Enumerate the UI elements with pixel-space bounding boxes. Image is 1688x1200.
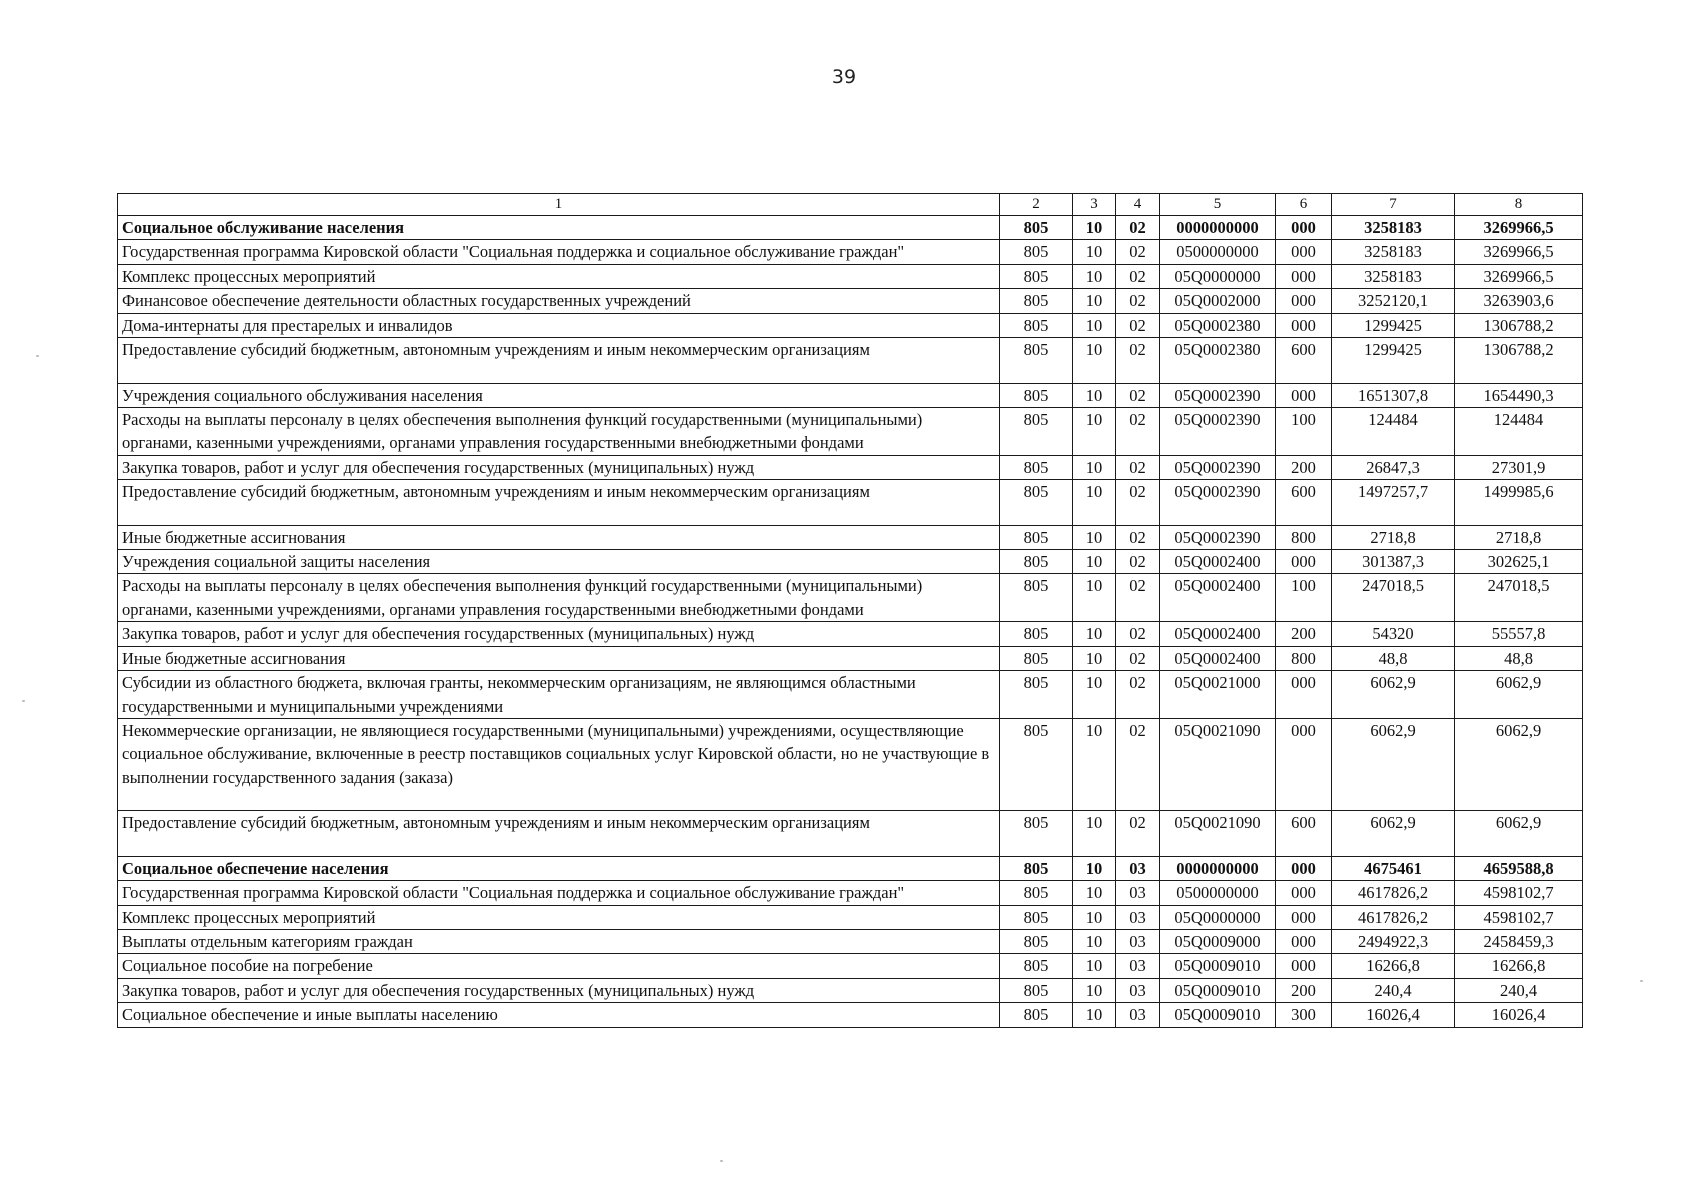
podrazdel-cell: 02 — [1116, 671, 1160, 719]
row-name-cell: Иные бюджетные ассигнования — [118, 525, 1000, 549]
target-article-cell: 0000000000 — [1160, 856, 1276, 880]
razdel-cell: 10 — [1073, 671, 1116, 719]
amount-year2-cell: 1306788,2 — [1455, 313, 1583, 337]
table-row — [118, 383, 1583, 407]
row-name-cell: Социальное обеспечение населения — [118, 856, 1000, 880]
row-name-cell: Учреждения социального обслуживания населения — [118, 383, 1000, 407]
table-row — [118, 646, 1583, 670]
table-row — [118, 313, 1583, 337]
target-article-cell: 05Q0021090 — [1160, 811, 1276, 856]
razdel-cell: 10 — [1073, 881, 1116, 905]
amount-year2-cell: 16026,4 — [1455, 1003, 1583, 1027]
table-row — [118, 881, 1583, 905]
glava-cell: 805 — [1000, 264, 1073, 288]
razdel-cell: 10 — [1073, 480, 1116, 525]
glava-cell: 805 — [1000, 240, 1073, 264]
table-row — [118, 929, 1583, 953]
expense-type-cell: 100 — [1276, 407, 1332, 455]
row-name-cell: Расходы на выплаты персоналу в целях обеспечения выполнения функций государственными (муниципальными) органами, казенными учреждениями, органами управления государственными внебюджетными фондами — [118, 407, 1000, 455]
table-row — [118, 856, 1583, 880]
podrazdel-cell: 03 — [1116, 1003, 1160, 1027]
target-article-cell: 05Q0002390 — [1160, 455, 1276, 479]
amount-year2-cell: 27301,9 — [1455, 455, 1583, 479]
amount-year1-cell: 16026,4 — [1332, 1003, 1455, 1027]
glava-cell: 805 — [1000, 622, 1073, 646]
target-article-cell: 05Q0009010 — [1160, 978, 1276, 1002]
razdel-cell: 10 — [1073, 954, 1116, 978]
row-name-cell: Предоставление субсидий бюджетным, автономным учреждениям и иным некоммерческим организациям — [118, 480, 1000, 525]
expense-type-cell: 000 — [1276, 929, 1332, 953]
razdel-cell: 10 — [1073, 264, 1116, 288]
table-row — [118, 216, 1583, 240]
glava-cell: 805 — [1000, 550, 1073, 574]
amount-year1-cell: 1497257,7 — [1332, 480, 1455, 525]
amount-year2-cell: 6062,9 — [1455, 719, 1583, 811]
amount-year1-cell: 240,4 — [1332, 978, 1455, 1002]
target-article-cell: 05Q0000000 — [1160, 264, 1276, 288]
amount-year1-cell: 4675461 — [1332, 856, 1455, 880]
table-row — [118, 264, 1583, 288]
glava-cell: 805 — [1000, 719, 1073, 811]
glava-cell: 805 — [1000, 954, 1073, 978]
podrazdel-cell: 02 — [1116, 525, 1160, 549]
target-article-cell: 0500000000 — [1160, 881, 1276, 905]
expense-type-cell: 000 — [1276, 383, 1332, 407]
podrazdel-cell: 03 — [1116, 856, 1160, 880]
glava-cell: 805 — [1000, 338, 1073, 383]
scan-speck — [36, 355, 39, 357]
row-name-cell: Иные бюджетные ассигнования — [118, 646, 1000, 670]
amount-year1-cell: 1299425 — [1332, 338, 1455, 383]
table-row — [118, 622, 1583, 646]
amount-year2-cell: 247018,5 — [1455, 574, 1583, 622]
target-article-cell: 05Q0002380 — [1160, 313, 1276, 337]
expense-type-cell: 000 — [1276, 954, 1332, 978]
header-cell: 4 — [1116, 194, 1160, 216]
razdel-cell: 10 — [1073, 929, 1116, 953]
podrazdel-cell: 02 — [1116, 574, 1160, 622]
expense-type-cell: 300 — [1276, 1003, 1332, 1027]
podrazdel-cell: 02 — [1116, 289, 1160, 313]
table-row — [118, 811, 1583, 856]
table-row — [118, 905, 1583, 929]
row-name-cell: Некоммерческие организации, не являющиеся государственными (муниципальными) учреждениями, осуществляющие социальное обслуживание, включенные в реестр поставщиков социальных услуг Кировской области, но не участвующие в выполнении государственного задания (заказа) — [118, 719, 1000, 811]
razdel-cell: 10 — [1073, 455, 1116, 479]
amount-year1-cell: 247018,5 — [1332, 574, 1455, 622]
expense-type-cell: 800 — [1276, 525, 1332, 549]
expense-type-cell: 200 — [1276, 978, 1332, 1002]
row-name-cell: Финансовое обеспечение деятельности областных государственных учреждений — [118, 289, 1000, 313]
header-cell: 1 — [118, 194, 1000, 216]
expense-type-cell: 000 — [1276, 719, 1332, 811]
glava-cell: 805 — [1000, 525, 1073, 549]
razdel-cell: 10 — [1073, 216, 1116, 240]
row-name-cell: Социальное обеспечение и иные выплаты населению — [118, 1003, 1000, 1027]
table-row — [118, 550, 1583, 574]
table-row — [118, 671, 1583, 719]
header-cell: 8 — [1455, 194, 1583, 216]
target-article-cell: 05Q0002400 — [1160, 646, 1276, 670]
expense-type-cell: 000 — [1276, 905, 1332, 929]
razdel-cell: 10 — [1073, 978, 1116, 1002]
amount-year1-cell: 16266,8 — [1332, 954, 1455, 978]
amount-year1-cell: 4617826,2 — [1332, 905, 1455, 929]
glava-cell: 805 — [1000, 1003, 1073, 1027]
target-article-cell: 05Q0002390 — [1160, 383, 1276, 407]
header-cell: 2 — [1000, 194, 1073, 216]
table-row — [118, 338, 1583, 383]
expense-type-cell: 000 — [1276, 313, 1332, 337]
amount-year2-cell: 1306788,2 — [1455, 338, 1583, 383]
podrazdel-cell: 02 — [1116, 550, 1160, 574]
podrazdel-cell: 03 — [1116, 954, 1160, 978]
amount-year1-cell: 1651307,8 — [1332, 383, 1455, 407]
glava-cell: 805 — [1000, 929, 1073, 953]
amount-year1-cell: 6062,9 — [1332, 811, 1455, 856]
expense-type-cell: 000 — [1276, 240, 1332, 264]
podrazdel-cell: 02 — [1116, 338, 1160, 383]
amount-year2-cell: 2458459,3 — [1455, 929, 1583, 953]
table-row — [118, 525, 1583, 549]
amount-year1-cell: 3258183 — [1332, 216, 1455, 240]
expense-type-cell: 000 — [1276, 881, 1332, 905]
razdel-cell: 10 — [1073, 811, 1116, 856]
scan-speck — [1640, 980, 1643, 982]
budget-table — [117, 193, 1583, 1028]
razdel-cell: 10 — [1073, 338, 1116, 383]
table-row — [118, 719, 1583, 811]
target-article-cell: 05Q0002390 — [1160, 480, 1276, 525]
expense-type-cell: 100 — [1276, 574, 1332, 622]
target-article-cell: 05Q0009000 — [1160, 929, 1276, 953]
row-name-cell: Комплекс процессных мероприятий — [118, 264, 1000, 288]
amount-year2-cell: 302625,1 — [1455, 550, 1583, 574]
amount-year2-cell: 6062,9 — [1455, 671, 1583, 719]
amount-year2-cell: 4598102,7 — [1455, 881, 1583, 905]
razdel-cell: 10 — [1073, 407, 1116, 455]
razdel-cell: 10 — [1073, 313, 1116, 337]
amount-year1-cell: 301387,3 — [1332, 550, 1455, 574]
glava-cell: 805 — [1000, 480, 1073, 525]
podrazdel-cell: 02 — [1116, 811, 1160, 856]
razdel-cell: 10 — [1073, 1003, 1116, 1027]
expense-type-cell: 000 — [1276, 264, 1332, 288]
glava-cell: 805 — [1000, 646, 1073, 670]
podrazdel-cell: 03 — [1116, 905, 1160, 929]
row-name-cell: Закупка товаров, работ и услуг для обеспечения государственных (муниципальных) нужд — [118, 622, 1000, 646]
amount-year1-cell: 4617826,2 — [1332, 881, 1455, 905]
amount-year1-cell: 6062,9 — [1332, 671, 1455, 719]
amount-year2-cell: 3269966,5 — [1455, 240, 1583, 264]
podrazdel-cell: 02 — [1116, 719, 1160, 811]
header-cell: 3 — [1073, 194, 1116, 216]
table-row — [118, 407, 1583, 455]
scan-speck — [22, 700, 25, 702]
amount-year2-cell: 240,4 — [1455, 978, 1583, 1002]
podrazdel-cell: 02 — [1116, 407, 1160, 455]
header-row — [118, 194, 1583, 216]
target-article-cell: 05Q0002390 — [1160, 407, 1276, 455]
target-article-cell: 05Q0021000 — [1160, 671, 1276, 719]
table-body — [118, 216, 1583, 1028]
amount-year2-cell: 124484 — [1455, 407, 1583, 455]
expense-type-cell: 800 — [1276, 646, 1332, 670]
expense-type-cell: 600 — [1276, 338, 1332, 383]
table-row — [118, 954, 1583, 978]
row-name-cell: Закупка товаров, работ и услуг для обеспечения государственных (муниципальных) нужд — [118, 455, 1000, 479]
expense-type-cell: 000 — [1276, 671, 1332, 719]
row-name-cell: Социальное пособие на погребение — [118, 954, 1000, 978]
glava-cell: 805 — [1000, 881, 1073, 905]
expense-type-cell: 200 — [1276, 455, 1332, 479]
table-row — [118, 480, 1583, 525]
razdel-cell: 10 — [1073, 550, 1116, 574]
header-cell: 5 — [1160, 194, 1276, 216]
amount-year1-cell: 54320 — [1332, 622, 1455, 646]
razdel-cell: 10 — [1073, 574, 1116, 622]
scan-speck — [720, 1160, 723, 1162]
row-name-cell: Государственная программа Кировской области "Социальная поддержка и социальное обслуживание граждан" — [118, 881, 1000, 905]
target-article-cell: 05Q0002400 — [1160, 574, 1276, 622]
row-name-cell: Государственная программа Кировской области "Социальная поддержка и социальное обслуживание граждан" — [118, 240, 1000, 264]
glava-cell: 805 — [1000, 856, 1073, 880]
amount-year2-cell: 3269966,5 — [1455, 216, 1583, 240]
row-name-cell: Дома-интернаты для престарелых и инвалидов — [118, 313, 1000, 337]
table-row — [118, 455, 1583, 479]
podrazdel-cell: 02 — [1116, 646, 1160, 670]
podrazdel-cell: 03 — [1116, 978, 1160, 1002]
razdel-cell: 10 — [1073, 289, 1116, 313]
row-name-cell: Субсидии из областного бюджета, включая гранты, некоммерческим организациям, не являющимся областными государственными и муниципальными учреждениями — [118, 671, 1000, 719]
expense-type-cell: 600 — [1276, 811, 1332, 856]
podrazdel-cell: 03 — [1116, 881, 1160, 905]
target-article-cell: 05Q0002390 — [1160, 525, 1276, 549]
expense-type-cell: 000 — [1276, 216, 1332, 240]
podrazdel-cell: 02 — [1116, 622, 1160, 646]
amount-year2-cell: 1499985,6 — [1455, 480, 1583, 525]
amount-year1-cell: 3258183 — [1332, 264, 1455, 288]
table-row — [118, 574, 1583, 622]
table-row — [118, 240, 1583, 264]
amount-year1-cell: 48,8 — [1332, 646, 1455, 670]
glava-cell: 805 — [1000, 671, 1073, 719]
row-name-cell: Учреждения социальной защиты населения — [118, 550, 1000, 574]
expense-type-cell: 200 — [1276, 622, 1332, 646]
podrazdel-cell: 02 — [1116, 383, 1160, 407]
row-name-cell: Социальное обслуживание населения — [118, 216, 1000, 240]
podrazdel-cell: 02 — [1116, 480, 1160, 525]
expense-type-cell: 000 — [1276, 550, 1332, 574]
podrazdel-cell: 02 — [1116, 455, 1160, 479]
glava-cell: 805 — [1000, 455, 1073, 479]
glava-cell: 805 — [1000, 905, 1073, 929]
amount-year2-cell: 3269966,5 — [1455, 264, 1583, 288]
header-cell: 6 — [1276, 194, 1332, 216]
target-article-cell: 0000000000 — [1160, 216, 1276, 240]
amount-year1-cell: 124484 — [1332, 407, 1455, 455]
page-number: 39 — [831, 66, 857, 88]
amount-year1-cell: 1299425 — [1332, 313, 1455, 337]
razdel-cell: 10 — [1073, 525, 1116, 549]
glava-cell: 805 — [1000, 289, 1073, 313]
row-name-cell: Закупка товаров, работ и услуг для обеспечения государственных (муниципальных) нужд — [118, 978, 1000, 1002]
target-article-cell: 05Q0002400 — [1160, 622, 1276, 646]
amount-year2-cell: 3263903,6 — [1455, 289, 1583, 313]
amount-year1-cell: 26847,3 — [1332, 455, 1455, 479]
target-article-cell: 05Q0002400 — [1160, 550, 1276, 574]
razdel-cell: 10 — [1073, 719, 1116, 811]
razdel-cell: 10 — [1073, 383, 1116, 407]
expense-type-cell: 000 — [1276, 289, 1332, 313]
row-name-cell: Расходы на выплаты персоналу в целях обеспечения выполнения функций государственными (муниципальными) органами, казенными учреждениями, органами управления государственными внебюджетными фондами — [118, 574, 1000, 622]
target-article-cell: 05Q0002000 — [1160, 289, 1276, 313]
expense-type-cell: 000 — [1276, 856, 1332, 880]
target-article-cell: 05Q0009010 — [1160, 954, 1276, 978]
amount-year1-cell: 3258183 — [1332, 240, 1455, 264]
razdel-cell: 10 — [1073, 646, 1116, 670]
razdel-cell: 10 — [1073, 856, 1116, 880]
glava-cell: 805 — [1000, 216, 1073, 240]
expense-type-cell: 600 — [1276, 480, 1332, 525]
row-name-cell: Предоставление субсидий бюджетным, автономным учреждениям и иным некоммерческим организациям — [118, 811, 1000, 856]
amount-year2-cell: 55557,8 — [1455, 622, 1583, 646]
target-article-cell: 05Q0021090 — [1160, 719, 1276, 811]
table-row — [118, 1003, 1583, 1027]
amount-year2-cell: 16266,8 — [1455, 954, 1583, 978]
amount-year2-cell: 4659588,8 — [1455, 856, 1583, 880]
table-row — [118, 978, 1583, 1002]
amount-year2-cell: 2718,8 — [1455, 525, 1583, 549]
amount-year2-cell: 6062,9 — [1455, 811, 1583, 856]
glava-cell: 805 — [1000, 978, 1073, 1002]
target-article-cell: 05Q0000000 — [1160, 905, 1276, 929]
target-article-cell: 0500000000 — [1160, 240, 1276, 264]
podrazdel-cell: 02 — [1116, 216, 1160, 240]
amount-year2-cell: 48,8 — [1455, 646, 1583, 670]
table-row — [118, 289, 1583, 313]
amount-year1-cell: 2494922,3 — [1332, 929, 1455, 953]
amount-year1-cell: 3252120,1 — [1332, 289, 1455, 313]
razdel-cell: 10 — [1073, 905, 1116, 929]
target-article-cell: 05Q0009010 — [1160, 1003, 1276, 1027]
amount-year2-cell: 4598102,7 — [1455, 905, 1583, 929]
podrazdel-cell: 02 — [1116, 264, 1160, 288]
amount-year1-cell: 6062,9 — [1332, 719, 1455, 811]
razdel-cell: 10 — [1073, 622, 1116, 646]
glava-cell: 805 — [1000, 811, 1073, 856]
glava-cell: 805 — [1000, 574, 1073, 622]
header-cell: 7 — [1332, 194, 1455, 216]
podrazdel-cell: 03 — [1116, 929, 1160, 953]
amount-year1-cell: 2718,8 — [1332, 525, 1455, 549]
glava-cell: 805 — [1000, 383, 1073, 407]
podrazdel-cell: 02 — [1116, 240, 1160, 264]
razdel-cell: 10 — [1073, 240, 1116, 264]
glava-cell: 805 — [1000, 313, 1073, 337]
row-name-cell: Комплекс процессных мероприятий — [118, 905, 1000, 929]
target-article-cell: 05Q0002380 — [1160, 338, 1276, 383]
glava-cell: 805 — [1000, 407, 1073, 455]
row-name-cell: Предоставление субсидий бюджетным, автономным учреждениям и иным некоммерческим организациям — [118, 338, 1000, 383]
podrazdel-cell: 02 — [1116, 313, 1160, 337]
amount-year2-cell: 1654490,3 — [1455, 383, 1583, 407]
row-name-cell: Выплаты отдельным категориям граждан — [118, 929, 1000, 953]
